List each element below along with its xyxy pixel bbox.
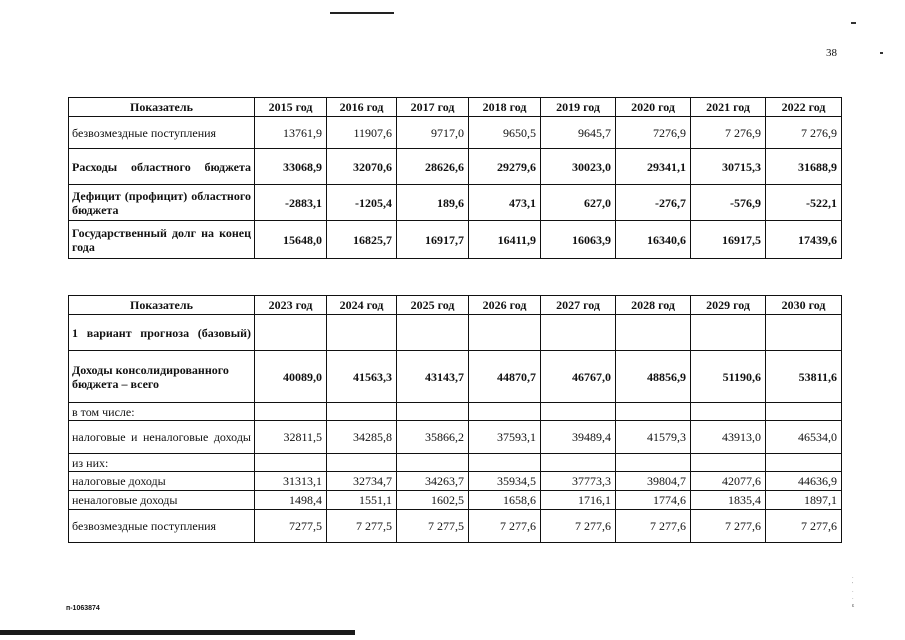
table-row <box>69 491 842 510</box>
row-label: Доходы консолидированного бюджета – всего <box>69 351 255 403</box>
table-cell: -1205,4 <box>327 185 397 221</box>
table-cell: 37593,1 <box>469 421 541 454</box>
row-label: 1 вариант прогноза (базовый) <box>69 315 255 351</box>
table-cell: 7277,5 <box>255 510 327 543</box>
budget-table-2015-2022 <box>68 97 842 259</box>
column-header: 2026 год <box>469 296 541 315</box>
top-rule <box>330 12 394 14</box>
table-row <box>69 315 842 351</box>
table-cell: 32811,5 <box>255 421 327 454</box>
table-cell: -522,1 <box>766 185 842 221</box>
table-cell: 30715,3 <box>691 149 766 185</box>
table-cell: 7 276,9 <box>691 117 766 149</box>
table-cell: 35934,5 <box>469 472 541 491</box>
table-cell: 46767,0 <box>541 351 616 403</box>
table-row <box>69 117 842 149</box>
table-header-row <box>69 296 842 315</box>
table-cell <box>469 403 541 421</box>
table-cell <box>541 403 616 421</box>
row-label: Расходы областного бюджета <box>69 149 255 185</box>
scan-mark <box>851 22 856 24</box>
table-cell: 39804,7 <box>616 472 691 491</box>
table-cell <box>397 454 469 472</box>
column-header: 2016 год <box>327 98 397 117</box>
table-cell: 1658,6 <box>469 491 541 510</box>
table-cell: 53811,6 <box>766 351 842 403</box>
column-header: 2025 год <box>397 296 469 315</box>
scan-mark <box>880 52 883 54</box>
column-header: 2017 год <box>397 98 469 117</box>
table-cell: 44636,9 <box>766 472 842 491</box>
table-cell <box>691 315 766 351</box>
table-row <box>69 351 842 403</box>
row-label: Дефицит (профицит) областного бюджета <box>69 185 255 221</box>
table-cell <box>469 454 541 472</box>
table-cell: 43143,7 <box>397 351 469 403</box>
table-cell: 11907,6 <box>327 117 397 149</box>
table-cell: 7 277,6 <box>469 510 541 543</box>
table-cell: 51190,6 <box>691 351 766 403</box>
column-header: 2027 год <box>541 296 616 315</box>
document-id: п-1063874 <box>66 605 100 612</box>
table-row <box>69 472 842 491</box>
column-header: 2030 год <box>766 296 842 315</box>
table-row <box>69 149 842 185</box>
table-cell: 31688,9 <box>766 149 842 185</box>
table-cell <box>397 315 469 351</box>
table-cell: 29341,1 <box>616 149 691 185</box>
table-cell: 31313,1 <box>255 472 327 491</box>
table-cell: 29279,6 <box>469 149 541 185</box>
table-cell: 7276,9 <box>616 117 691 149</box>
column-header: Показатель <box>69 98 255 117</box>
table-cell <box>541 454 616 472</box>
table-cell: 32070,6 <box>327 149 397 185</box>
table-cell: 16917,7 <box>397 221 469 259</box>
page-number: 38 <box>826 47 837 59</box>
table-cell: 13761,9 <box>255 117 327 149</box>
table-cell: 48856,9 <box>616 351 691 403</box>
table-cell: 9717,0 <box>397 117 469 149</box>
table-cell: 28626,6 <box>397 149 469 185</box>
table-cell: 15648,0 <box>255 221 327 259</box>
column-header: 2021 год <box>691 98 766 117</box>
table-cell: 46534,0 <box>766 421 842 454</box>
table-cell <box>327 403 397 421</box>
table-cell <box>766 315 842 351</box>
table-cell <box>691 454 766 472</box>
table-cell: 189,6 <box>397 185 469 221</box>
table-cell: 16917,5 <box>691 221 766 259</box>
table-cell: 39489,4 <box>541 421 616 454</box>
table-cell <box>616 403 691 421</box>
column-header: 2024 год <box>327 296 397 315</box>
table-cell: 17439,6 <box>766 221 842 259</box>
table-cell: 7 277,6 <box>691 510 766 543</box>
row-label: безвозмездные поступления <box>69 510 255 543</box>
table-cell: 43913,0 <box>691 421 766 454</box>
table-cell <box>255 454 327 472</box>
table-cell: 16340,6 <box>616 221 691 259</box>
table-cell: 1602,5 <box>397 491 469 510</box>
table-cell: 44870,7 <box>469 351 541 403</box>
table-cell <box>616 454 691 472</box>
table-row <box>69 454 842 472</box>
table-cell <box>691 403 766 421</box>
row-label: безвозмездные поступления <box>69 117 255 149</box>
budget-table-2023-2030 <box>68 295 842 543</box>
table-cell: 627,0 <box>541 185 616 221</box>
row-label: налоговые и неналоговые доходы <box>69 421 255 454</box>
scan-marks: · ‘ · · ε <box>852 575 855 609</box>
table-cell <box>766 403 842 421</box>
table-cell: 16411,9 <box>469 221 541 259</box>
table-cell: 1716,1 <box>541 491 616 510</box>
table-cell <box>255 403 327 421</box>
table-cell: 7 277,5 <box>327 510 397 543</box>
table-cell: 7 277,6 <box>616 510 691 543</box>
table-cell: 16063,9 <box>541 221 616 259</box>
table-cell: 40089,0 <box>255 351 327 403</box>
table-cell: 9645,7 <box>541 117 616 149</box>
table-cell: 34263,7 <box>397 472 469 491</box>
bottom-rule <box>0 630 355 635</box>
table-cell <box>469 315 541 351</box>
table-cell: 34285,8 <box>327 421 397 454</box>
table-row <box>69 185 842 221</box>
table-cell: 41563,3 <box>327 351 397 403</box>
table-cell <box>327 454 397 472</box>
table-cell: 473,1 <box>469 185 541 221</box>
row-label: из них: <box>69 454 255 472</box>
table-row <box>69 221 842 259</box>
column-header: 2028 год <box>616 296 691 315</box>
table-cell: 9650,5 <box>469 117 541 149</box>
column-header: 2015 год <box>255 98 327 117</box>
row-label: в том числе: <box>69 403 255 421</box>
table-cell: 1551,1 <box>327 491 397 510</box>
table-cell <box>255 315 327 351</box>
table-cell <box>541 315 616 351</box>
table-cell: 16825,7 <box>327 221 397 259</box>
table-cell: -2883,1 <box>255 185 327 221</box>
table-row <box>69 510 842 543</box>
table-cell: -576,9 <box>691 185 766 221</box>
table-cell <box>397 403 469 421</box>
table-cell: 7 277,6 <box>541 510 616 543</box>
column-header: 2018 год <box>469 98 541 117</box>
table-row <box>69 421 842 454</box>
column-header: Показатель <box>69 296 255 315</box>
row-label: неналоговые доходы <box>69 491 255 510</box>
column-header: 2020 год <box>616 98 691 117</box>
table-cell: 41579,3 <box>616 421 691 454</box>
column-header: 2019 год <box>541 98 616 117</box>
table-cell: 1897,1 <box>766 491 842 510</box>
row-label: Государственный долг на конец года <box>69 221 255 259</box>
table-cell: 42077,6 <box>691 472 766 491</box>
table-cell: -276,7 <box>616 185 691 221</box>
table-cell <box>327 315 397 351</box>
table-cell: 30023,0 <box>541 149 616 185</box>
table-cell: 1774,6 <box>616 491 691 510</box>
table-row <box>69 403 842 421</box>
column-header: 2029 год <box>691 296 766 315</box>
table-cell: 37773,3 <box>541 472 616 491</box>
table-cell: 35866,2 <box>397 421 469 454</box>
table-cell: 1498,4 <box>255 491 327 510</box>
table-cell <box>766 454 842 472</box>
column-header: 2023 год <box>255 296 327 315</box>
table-cell <box>616 315 691 351</box>
table-cell: 7 277,6 <box>766 510 842 543</box>
column-header: 2022 год <box>766 98 842 117</box>
table-header-row <box>69 98 842 117</box>
table-cell: 32734,7 <box>327 472 397 491</box>
table-cell: 33068,9 <box>255 149 327 185</box>
row-label: налоговые доходы <box>69 472 255 491</box>
table-cell: 7 277,5 <box>397 510 469 543</box>
table-cell: 7 276,9 <box>766 117 842 149</box>
table-cell: 1835,4 <box>691 491 766 510</box>
